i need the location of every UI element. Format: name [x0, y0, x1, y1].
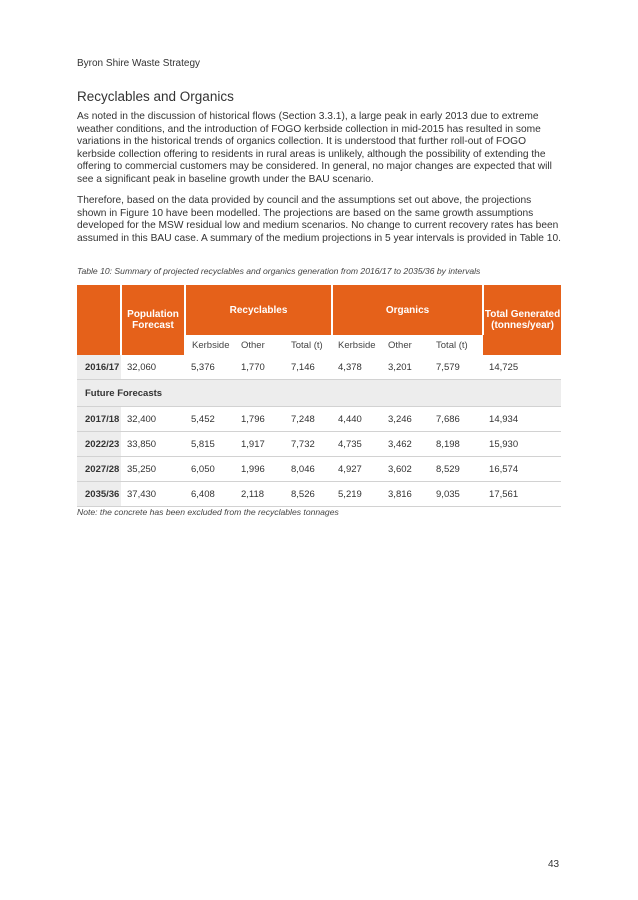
row-population: 35,250 — [121, 457, 185, 482]
row-year: 2017/18 — [77, 407, 121, 432]
projections-table — [77, 285, 561, 507]
row-rec-other: 2,118 — [235, 482, 285, 507]
paragraph-1: As noted in the discussion of historical flows (Section 3.3.1), a large peak in early 2013 due to extreme weather conditions, and the introduction of FOGO kerbside collection in mid-2015 has resulted in some variations in the historical trends of organics collection. It is understood that further roll-out of FOGO kerbside collection offering to residents in rural areas is unlikely, although the possibility of extending the offering to commercial customers may be considered. In general, no major changes are expected that will see a significant peak in baseline growth under the BAU scenario. — [77, 111, 552, 185]
subheader-rec-kerbside: Kerbside — [185, 335, 235, 355]
row-total: 16,574 — [483, 457, 561, 482]
row-org-total: 8,529 — [430, 457, 483, 482]
organics-header: Organics — [332, 285, 483, 335]
subheader-rec-total: Total (t) — [285, 335, 332, 355]
population-header: Population Forecast — [121, 285, 185, 355]
row-org-kerbside: 4,927 — [332, 457, 382, 482]
page-number: 43 — [548, 859, 560, 870]
table-row — [77, 407, 561, 432]
future-forecasts-row — [77, 380, 561, 407]
row-org-kerbside: 5,219 — [332, 482, 382, 507]
row-org-total: 8,198 — [430, 432, 483, 457]
total-header: Total Generated (tonnes/year) — [483, 285, 561, 355]
row-year: 2016/17 — [77, 355, 121, 380]
row-year: 2027/28 — [77, 457, 121, 482]
row-org-other: 3,462 — [382, 432, 430, 457]
row-rec-kerbside: 5,376 — [185, 355, 235, 380]
row-rec-kerbside: 6,050 — [185, 457, 235, 482]
table-row — [77, 457, 561, 482]
row-total: 17,561 — [483, 482, 561, 507]
document-header: Byron Shire Waste Strategy — [77, 58, 201, 69]
row-rec-total: 7,248 — [285, 407, 332, 432]
row-org-total: 9,035 — [430, 482, 483, 507]
row-rec-total: 7,146 — [285, 355, 332, 380]
row-rec-total: 7,732 — [285, 432, 332, 457]
subheader-rec-other: Other — [235, 335, 285, 355]
row-org-other: 3,246 — [382, 407, 430, 432]
row-rec-kerbside: 5,452 — [185, 407, 235, 432]
table-caption: Table 10: Summary of projected recyclables and organics generation from 2016/17 to 2035/36 by intervals — [77, 266, 481, 276]
row-total: 15,930 — [483, 432, 561, 457]
row-rec-other: 1,996 — [235, 457, 285, 482]
row-total: 14,934 — [483, 407, 561, 432]
subheader-org-other: Other — [382, 335, 430, 355]
table-note: Note: the concrete has been excluded from the recyclables tonnages — [77, 507, 339, 517]
row-org-other: 3,816 — [382, 482, 430, 507]
subheader-org-kerbside: Kerbside — [332, 335, 382, 355]
subheader-org-total: Total (t) — [430, 335, 483, 355]
row-population: 37,430 — [121, 482, 185, 507]
row-rec-kerbside: 5,815 — [185, 432, 235, 457]
row-rec-kerbside: 6,408 — [185, 482, 235, 507]
future-forecasts-label: Future Forecasts — [77, 380, 561, 407]
row-rec-other: 1,917 — [235, 432, 285, 457]
row-org-total: 7,579 — [430, 355, 483, 380]
row-org-kerbside: 4,378 — [332, 355, 382, 380]
table-row — [77, 432, 561, 457]
row-rec-total: 8,046 — [285, 457, 332, 482]
row-org-kerbside: 4,440 — [332, 407, 382, 432]
row-rec-other: 1,796 — [235, 407, 285, 432]
row-rec-total: 8,526 — [285, 482, 332, 507]
row-year: 2035/36 — [77, 482, 121, 507]
row-org-other: 3,602 — [382, 457, 430, 482]
row-year: 2022/23 — [77, 432, 121, 457]
section-title: Recyclables and Organics — [77, 89, 234, 104]
row-population: 32,400 — [121, 407, 185, 432]
row-org-other: 3,201 — [382, 355, 430, 380]
row-org-total: 7,686 — [430, 407, 483, 432]
row-population: 32,060 — [121, 355, 185, 380]
row-total: 14,725 — [483, 355, 561, 380]
year-header — [77, 285, 121, 355]
row-rec-other: 1,770 — [235, 355, 285, 380]
row-org-kerbside: 4,735 — [332, 432, 382, 457]
recyclables-header: Recyclables — [185, 285, 332, 335]
paragraph-2: Therefore, based on the data provided by council and the assumptions set out above, the projections shown in Figure 10 have been modelled. The projections are based on the same growth assumptions developed for the MSW residual low and medium scenarios. No change to current recovery rates has been assumed in this BAU case. A summary of the medium projections in 5 year intervals is provided in Table 10. — [77, 195, 561, 244]
table-row — [77, 355, 561, 380]
table-row — [77, 482, 561, 507]
row-population: 33,850 — [121, 432, 185, 457]
